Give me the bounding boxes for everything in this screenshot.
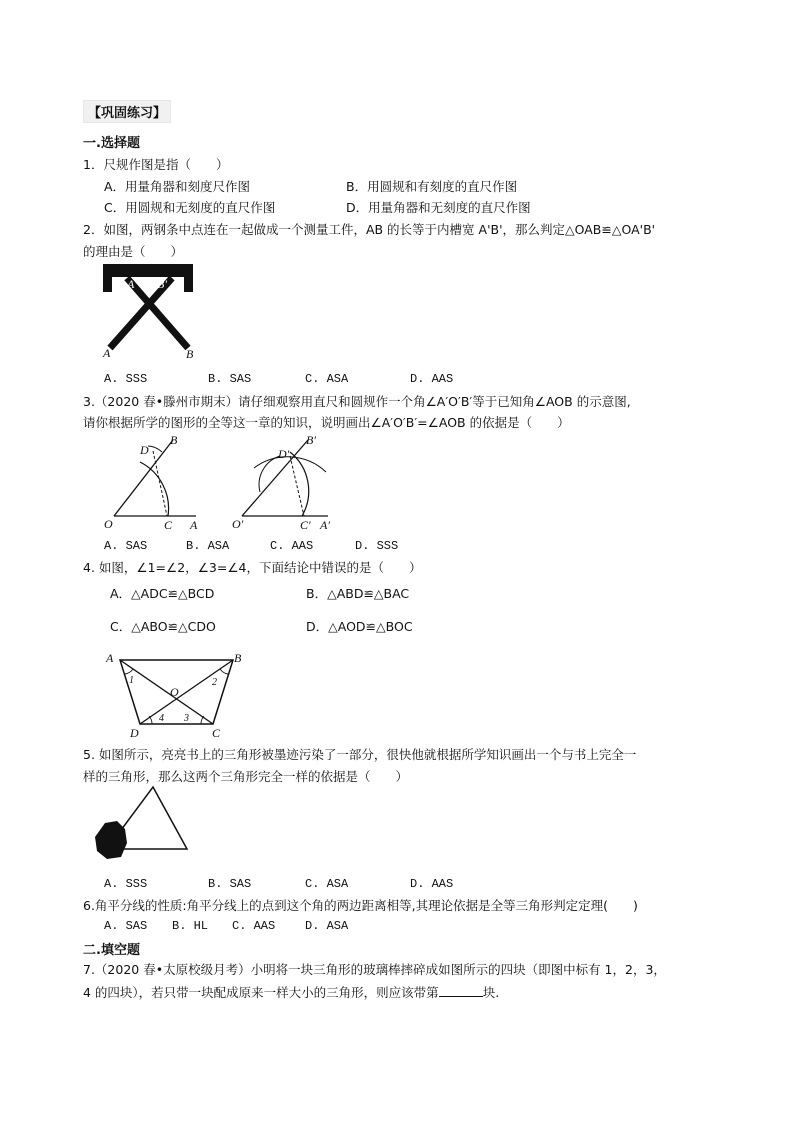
q1-option-d: D．用量角器和无刻度的直尺作图 — [346, 200, 531, 215]
arc-small-prime — [259, 456, 280, 492]
section-title-fill: 二.填空题 — [83, 943, 140, 958]
q6-option-b: B. HL — [172, 919, 209, 933]
section-title-choice: 一.选择题 — [83, 136, 140, 151]
label-a-prime: A′ — [320, 518, 330, 532]
q4-option-b: B．△ABD≌△BAC — [306, 586, 410, 601]
label-3: 3 — [184, 713, 189, 724]
arc-small — [148, 446, 162, 452]
label-b: B — [170, 433, 178, 447]
q3-option-d: D. SSS — [355, 539, 399, 553]
q4-stem: 4. 如图，∠1=∠2，∠3=∠4，下面结论中错误的是（ ） — [83, 560, 422, 575]
ray-ob-prime — [242, 440, 308, 516]
label-d-prime: D′ — [278, 447, 290, 461]
label-b: B — [186, 347, 194, 361]
segment-dc — [153, 451, 167, 516]
angle-mark-1 — [125, 669, 133, 674]
q2-option-b: B. SAS — [208, 372, 252, 386]
q5-option-d: D. AAS — [410, 877, 454, 891]
q1-option-a: A．用量角器和刻度尺作图 — [104, 179, 251, 194]
label-o-prime: O′ — [232, 517, 244, 531]
q4-option-d: D．△AOD≌△BOC — [306, 619, 413, 634]
q5-option-a: A. SSS — [104, 877, 148, 891]
q3-stem-line1: 3.（2020 春•滕州市期末）请仔细观察用直尺和圆规作一个角∠A′O′B′等于已知角∠AOB 的示意图, — [83, 394, 631, 409]
q7-stem-line2 — [83, 983, 499, 1001]
angle-mark-2 — [220, 669, 228, 674]
label-c: C — [212, 726, 221, 740]
q2-stem-line2: 的理由是（ ） — [83, 244, 184, 259]
q4-figure-trapezoid — [100, 648, 250, 738]
q5-figure-stained-triangle — [95, 785, 195, 865]
q5-option-c: C. ASA — [305, 877, 349, 891]
q6-option-d: D. ASA — [305, 919, 349, 933]
label-a: A — [103, 346, 111, 360]
label-4: 4 — [159, 713, 164, 724]
q4-option-c: C．△ABO≌△CDO — [110, 619, 216, 634]
q6-option-a: A. SAS — [104, 919, 148, 933]
label-b-prime: B′ — [306, 433, 316, 447]
q3-stem-line2: 请你根据所学的图形的全等这一章的知识，说明画出∠A′O′B′=∠AOB 的依据是（ ） — [83, 415, 570, 430]
q1-option-b: B．用圆规和有刻度的直尺作图 — [346, 179, 518, 194]
q2-figure-caliper — [100, 262, 200, 362]
arc-large — [140, 462, 169, 516]
q2-stem-line1: 2．如图，两钢条中点连在一起做成一个测量工件，AB 的长等于内槽宽 A'B'，那么判定△OAB≌△OA'B' — [83, 222, 656, 237]
label-a-prime: A' — [127, 277, 137, 291]
q5-stem-line1: 5. 如图所示，亮亮书上的三角形被墨迹污染了一部分，很快他就根据所学知识画出一个与书上完全一 — [83, 747, 637, 762]
label-c-prime: C′ — [300, 518, 311, 532]
q1-option-c: C．用圆规和无刻度的直尺作图 — [104, 200, 276, 215]
q3-figure-angle-aob — [100, 432, 210, 532]
q1-stem: 1．尺规作图是指（ ） — [83, 157, 229, 172]
label-b: B — [234, 651, 242, 665]
q5-option-b: B. SAS — [208, 877, 252, 891]
label-d: D — [140, 443, 149, 457]
arc-large-prime — [254, 457, 326, 472]
label-2: 2 — [212, 677, 217, 688]
label-1: 1 — [129, 675, 134, 686]
q7-answer-blank[interactable] — [439, 984, 483, 997]
q5-stem-line2: 样的三角形，那么这两个三角形完全一样的依据是（ ） — [83, 769, 409, 784]
practice-tag: 【巩固练习】 — [83, 100, 171, 123]
label-o: O — [170, 685, 179, 699]
q6-option-c: C. AAS — [232, 919, 276, 933]
q6-stem: 6.角平分线的性质:角平分线上的点到这个角的两边距离相等,其理论依据是全等三角形判定定理( ) — [83, 898, 638, 913]
q3-option-b: B. ASA — [186, 539, 230, 553]
label-b-prime: B' — [157, 277, 167, 291]
ink-stain — [95, 821, 127, 859]
q4-option-a: A．△ADC≌△BCD — [110, 586, 215, 601]
q3-figure-angle-aob-prime — [230, 432, 350, 532]
q7-stem-tail: 块. — [482, 985, 500, 1000]
q3-option-c: C. AAS — [270, 539, 314, 553]
q2-option-d: D. AAS — [410, 372, 454, 386]
label-c: C — [164, 518, 173, 532]
q3-option-a: A. SAS — [104, 539, 148, 553]
diagonal-ac — [120, 660, 213, 724]
arc-medium-prime — [290, 452, 309, 516]
q2-option-a: A. SSS — [104, 372, 148, 386]
label-o: O — [104, 517, 113, 531]
caliper-bracket — [103, 264, 193, 292]
q2-option-c: C. ASA — [305, 372, 349, 386]
label-a: A — [190, 518, 198, 532]
label-a: A — [106, 651, 114, 665]
label-d: D — [130, 726, 139, 740]
q7-stem-line1: 7.（2020 春•太原校级月考）小明将一块三角形的玻璃棒摔碎成如图所示的四块（即图中标有 1，2，3， — [83, 962, 666, 977]
q7-stem-text: 4 的四块），若只带一块配成原来一样大小的三角形，则应该带第 — [83, 985, 439, 1000]
